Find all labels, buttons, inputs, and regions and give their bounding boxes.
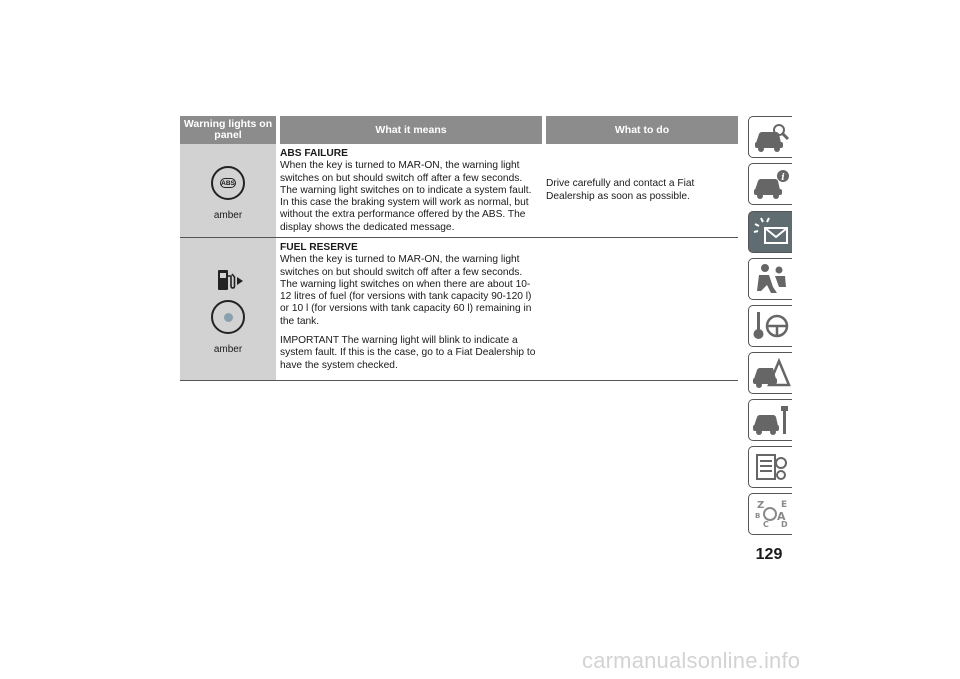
abs-warning-light-icon	[211, 166, 245, 200]
action-cell	[538, 144, 734, 237]
car-maintenance-icon[interactable]	[748, 399, 792, 441]
table-row	[180, 144, 738, 238]
row-important-note: IMPORTANT The warning light will blink to indicate a system fault. If this is the case, go to a Fiat Dealership to have the system checked.	[280, 335, 536, 371]
fuel-reserve-light-icon	[211, 300, 245, 334]
action-cell	[538, 238, 734, 380]
header-what-it-means: What it means	[280, 116, 542, 144]
svg-text:A: A	[776, 510, 786, 523]
car-emergency-icon[interactable]	[748, 352, 792, 394]
passenger-safety-icon[interactable]	[748, 258, 792, 300]
row-title: FUEL RESERVE	[280, 242, 358, 253]
abs-badge: ABS	[221, 179, 235, 187]
warning-light-message-icon[interactable]	[748, 211, 792, 253]
lamp-dot	[224, 313, 233, 322]
svg-text:Z: Z	[756, 500, 764, 511]
car-search-icon[interactable]	[748, 116, 792, 158]
row-action: Drive carefully and contact a Fiat Dealership as soon as possible.	[546, 178, 695, 202]
warning-lights-table	[180, 116, 738, 381]
svg-text:B: B	[754, 512, 760, 520]
row-meaning: When the key is turned to MAR-ON, the warning light switches on but should switch off after a few seconds. The warning light switches on when there are about 10-12 litres of fuel (for versions with tank capacity 90-120 l) or 10 l (for versions with tank capacity 60 l) remaining in the tank.	[280, 254, 532, 327]
header-warning-lights: Warning lights on panel	[180, 116, 276, 144]
svg-text:D: D	[780, 520, 788, 529]
fuel-pump-icon	[216, 268, 244, 294]
table-row	[180, 238, 738, 381]
car-info-icon[interactable]	[748, 163, 792, 205]
table-header	[180, 116, 738, 144]
svg-text:C: C	[762, 520, 769, 529]
svg-text:i: i	[780, 173, 785, 183]
steering-key-icon[interactable]	[748, 305, 792, 347]
page-number: 129	[755, 546, 783, 563]
icon-cell	[180, 144, 276, 237]
color-label: amber	[213, 210, 243, 221]
technical-data-icon[interactable]	[748, 446, 792, 488]
watermark: carmanualsonline.info	[582, 648, 801, 673]
color-label: amber	[213, 344, 243, 355]
svg-text:E: E	[780, 500, 787, 510]
row-title: ABS FAILURE	[280, 148, 348, 159]
meaning-cell	[276, 238, 538, 380]
header-what-to-do: What to do	[546, 116, 738, 144]
row-meaning: When the key is turned to MAR-ON, the warning light switches on but should switch off after a few seconds. The warning light switches on to indicate a system fault. In this case the braking system will work as normal, but without the extra performance offered by the ABS. The display shows the dedicated message.	[280, 160, 532, 233]
icon-cell	[180, 238, 276, 380]
alphabetical-index-icon[interactable]	[748, 493, 792, 535]
meaning-cell	[276, 144, 538, 237]
